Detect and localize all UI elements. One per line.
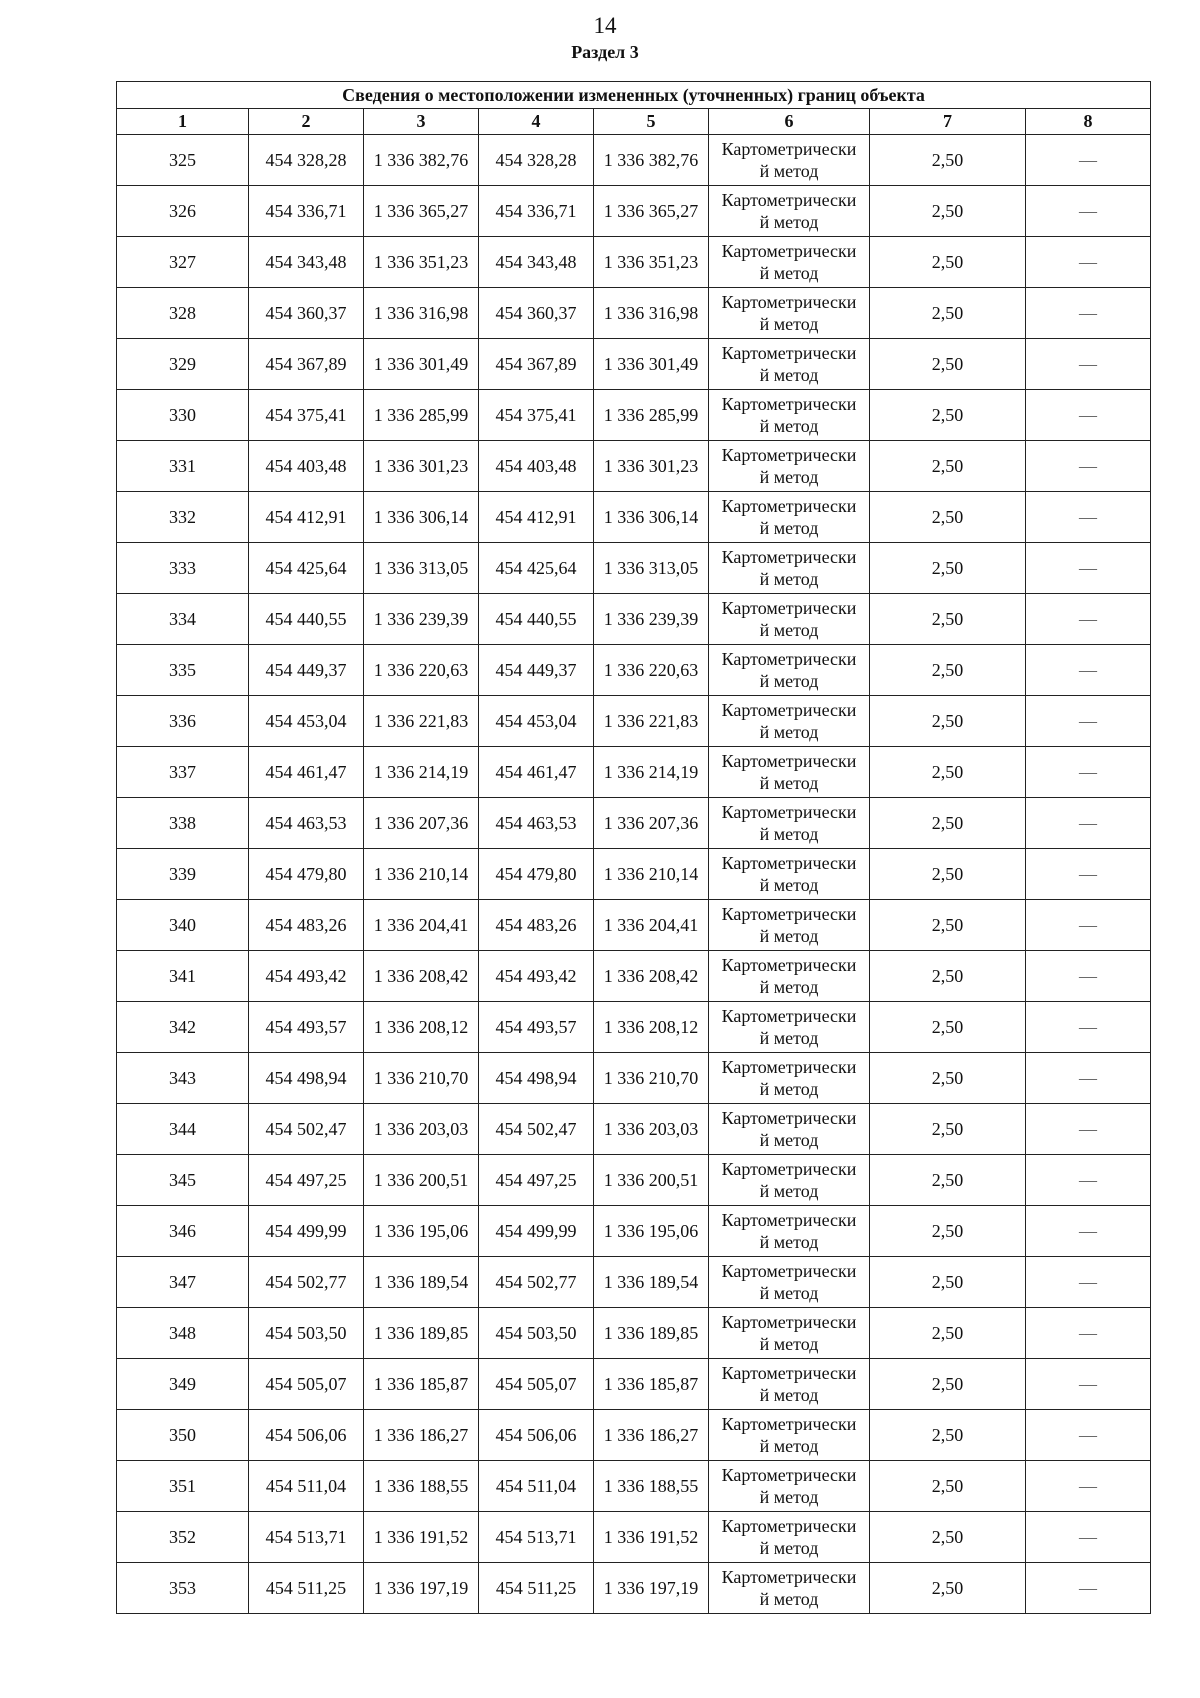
description-cell: — (1026, 696, 1151, 747)
y-new-cell: 1 336 285,99 (594, 390, 709, 441)
point-number-cell: 353 (117, 1563, 249, 1614)
column-number: 7 (870, 109, 1026, 135)
point-number-cell: 345 (117, 1155, 249, 1206)
y-new-cell: 1 336 214,19 (594, 747, 709, 798)
description-cell: — (1026, 288, 1151, 339)
x-new-cell: 454 367,89 (479, 339, 594, 390)
x-existing-cell: 454 375,41 (249, 390, 364, 441)
y-existing-cell: 1 336 316,98 (364, 288, 479, 339)
column-number: 3 (364, 109, 479, 135)
y-existing-cell: 1 336 221,83 (364, 696, 479, 747)
point-number-cell: 347 (117, 1257, 249, 1308)
point-number-cell: 335 (117, 645, 249, 696)
x-new-cell: 454 513,71 (479, 1512, 594, 1563)
y-new-cell: 1 336 239,39 (594, 594, 709, 645)
description-cell: — (1026, 1257, 1151, 1308)
description-cell: — (1026, 543, 1151, 594)
table-row (117, 1104, 1151, 1155)
table-row (117, 288, 1151, 339)
method-cell: Картометрически й метод (709, 1257, 870, 1308)
x-new-cell: 454 479,80 (479, 849, 594, 900)
point-number-cell: 338 (117, 798, 249, 849)
y-new-cell: 1 336 203,03 (594, 1104, 709, 1155)
accuracy-cell: 2,50 (870, 1104, 1026, 1155)
point-number-cell: 329 (117, 339, 249, 390)
accuracy-cell: 2,50 (870, 696, 1026, 747)
y-new-cell: 1 336 382,76 (594, 135, 709, 186)
accuracy-cell: 2,50 (870, 441, 1026, 492)
x-new-cell: 454 502,77 (479, 1257, 594, 1308)
y-new-cell: 1 336 210,14 (594, 849, 709, 900)
method-cell: Картометрически й метод (709, 1461, 870, 1512)
description-cell: — (1026, 390, 1151, 441)
column-number: 5 (594, 109, 709, 135)
x-existing-cell: 454 453,04 (249, 696, 364, 747)
table-row (117, 1410, 1151, 1461)
point-number-cell: 349 (117, 1359, 249, 1410)
accuracy-cell: 2,50 (870, 747, 1026, 798)
method-cell: Картометрически й метод (709, 1410, 870, 1461)
y-new-cell: 1 336 221,83 (594, 696, 709, 747)
description-cell: — (1026, 1512, 1151, 1563)
x-existing-cell: 454 498,94 (249, 1053, 364, 1104)
column-number: 4 (479, 109, 594, 135)
y-existing-cell: 1 336 189,85 (364, 1308, 479, 1359)
x-existing-cell: 454 425,64 (249, 543, 364, 594)
method-cell: Картометрически й метод (709, 1155, 870, 1206)
table-row (117, 1512, 1151, 1563)
y-existing-cell: 1 336 195,06 (364, 1206, 479, 1257)
x-existing-cell: 454 505,07 (249, 1359, 364, 1410)
y-new-cell: 1 336 210,70 (594, 1053, 709, 1104)
x-existing-cell: 454 403,48 (249, 441, 364, 492)
accuracy-cell: 2,50 (870, 798, 1026, 849)
method-cell: Картометрически й метод (709, 849, 870, 900)
x-existing-cell: 454 499,99 (249, 1206, 364, 1257)
x-new-cell: 454 503,50 (479, 1308, 594, 1359)
accuracy-cell: 2,50 (870, 492, 1026, 543)
x-new-cell: 454 493,42 (479, 951, 594, 1002)
y-new-cell: 1 336 208,42 (594, 951, 709, 1002)
y-new-cell: 1 336 200,51 (594, 1155, 709, 1206)
x-new-cell: 454 425,64 (479, 543, 594, 594)
description-cell: — (1026, 441, 1151, 492)
x-existing-cell: 454 511,04 (249, 1461, 364, 1512)
accuracy-cell: 2,50 (870, 1359, 1026, 1410)
y-existing-cell: 1 336 208,42 (364, 951, 479, 1002)
point-number-cell: 330 (117, 390, 249, 441)
x-existing-cell: 454 360,37 (249, 288, 364, 339)
y-existing-cell: 1 336 185,87 (364, 1359, 479, 1410)
method-cell: Картометрически й метод (709, 747, 870, 798)
table-row (117, 696, 1151, 747)
x-existing-cell: 454 502,47 (249, 1104, 364, 1155)
page-number: 14 (593, 13, 617, 38)
method-cell: Картометрически й метод (709, 951, 870, 1002)
table-row (117, 339, 1151, 390)
table-row (117, 594, 1151, 645)
accuracy-cell: 2,50 (870, 594, 1026, 645)
x-new-cell: 454 511,25 (479, 1563, 594, 1614)
y-existing-cell: 1 336 301,49 (364, 339, 479, 390)
description-cell: — (1026, 135, 1151, 186)
method-cell: Картометрически й метод (709, 186, 870, 237)
y-new-cell: 1 336 351,23 (594, 237, 709, 288)
description-cell: — (1026, 594, 1151, 645)
x-existing-cell: 454 506,06 (249, 1410, 364, 1461)
table-row (117, 849, 1151, 900)
accuracy-cell: 2,50 (870, 849, 1026, 900)
accuracy-cell: 2,50 (870, 1206, 1026, 1257)
x-new-cell: 454 328,28 (479, 135, 594, 186)
x-existing-cell: 454 502,77 (249, 1257, 364, 1308)
table-row (117, 441, 1151, 492)
x-existing-cell: 454 513,71 (249, 1512, 364, 1563)
table-row (117, 951, 1151, 1002)
point-number-cell: 351 (117, 1461, 249, 1512)
y-new-cell: 1 336 220,63 (594, 645, 709, 696)
accuracy-cell: 2,50 (870, 1512, 1026, 1563)
description-cell: — (1026, 747, 1151, 798)
y-new-cell: 1 336 189,54 (594, 1257, 709, 1308)
x-new-cell: 454 461,47 (479, 747, 594, 798)
point-number-cell: 325 (117, 135, 249, 186)
point-number-cell: 343 (117, 1053, 249, 1104)
description-cell: — (1026, 492, 1151, 543)
table-row (117, 1308, 1151, 1359)
description-cell: — (1026, 1563, 1151, 1614)
column-number: 8 (1026, 109, 1151, 135)
method-cell: Картометрически й метод (709, 900, 870, 951)
x-existing-cell: 454 461,47 (249, 747, 364, 798)
description-cell: — (1026, 900, 1151, 951)
y-new-cell: 1 336 301,23 (594, 441, 709, 492)
x-new-cell: 454 483,26 (479, 900, 594, 951)
point-number-cell: 352 (117, 1512, 249, 1563)
table-row (117, 1359, 1151, 1410)
y-existing-cell: 1 336 197,19 (364, 1563, 479, 1614)
point-number-cell: 326 (117, 186, 249, 237)
y-existing-cell: 1 336 239,39 (364, 594, 479, 645)
x-new-cell: 454 506,06 (479, 1410, 594, 1461)
x-new-cell: 454 505,07 (479, 1359, 594, 1410)
accuracy-cell: 2,50 (870, 135, 1026, 186)
method-cell: Картометрически й метод (709, 645, 870, 696)
y-existing-cell: 1 336 351,23 (364, 237, 479, 288)
point-number-cell: 346 (117, 1206, 249, 1257)
description-cell: — (1026, 849, 1151, 900)
y-new-cell: 1 336 316,98 (594, 288, 709, 339)
accuracy-cell: 2,50 (870, 1257, 1026, 1308)
accuracy-cell: 2,50 (870, 1410, 1026, 1461)
x-new-cell: 454 440,55 (479, 594, 594, 645)
x-new-cell: 454 498,94 (479, 1053, 594, 1104)
point-number-cell: 337 (117, 747, 249, 798)
table-caption: Сведения о местоположении измененных (уточненных) границ объекта (117, 82, 1151, 109)
table-row (117, 747, 1151, 798)
point-number-cell: 333 (117, 543, 249, 594)
method-cell: Картометрически й метод (709, 339, 870, 390)
point-number-cell: 339 (117, 849, 249, 900)
y-new-cell: 1 336 195,06 (594, 1206, 709, 1257)
table-row (117, 798, 1151, 849)
y-existing-cell: 1 336 365,27 (364, 186, 479, 237)
y-new-cell: 1 336 365,27 (594, 186, 709, 237)
x-existing-cell: 454 511,25 (249, 1563, 364, 1614)
method-cell: Картометрически й метод (709, 1512, 870, 1563)
method-cell: Картометрически й метод (709, 543, 870, 594)
description-cell: — (1026, 1104, 1151, 1155)
y-existing-cell: 1 336 200,51 (364, 1155, 479, 1206)
column-number: 1 (117, 109, 249, 135)
accuracy-cell: 2,50 (870, 288, 1026, 339)
method-cell: Картометрически й метод (709, 1359, 870, 1410)
method-cell: Картометрически й метод (709, 1563, 870, 1614)
accuracy-cell: 2,50 (870, 543, 1026, 594)
table-row (117, 1002, 1151, 1053)
x-new-cell: 454 499,99 (479, 1206, 594, 1257)
point-number-cell: 350 (117, 1410, 249, 1461)
table-row (117, 1053, 1151, 1104)
table-body (117, 135, 1151, 1614)
method-cell: Картометрически й метод (709, 1104, 870, 1155)
y-existing-cell: 1 336 188,55 (364, 1461, 479, 1512)
method-cell: Картометрически й метод (709, 1308, 870, 1359)
description-cell: — (1026, 186, 1151, 237)
description-cell: — (1026, 1359, 1151, 1410)
accuracy-cell: 2,50 (870, 1155, 1026, 1206)
description-cell: — (1026, 951, 1151, 1002)
column-number: 6 (709, 109, 870, 135)
accuracy-cell: 2,50 (870, 1563, 1026, 1614)
description-cell: — (1026, 237, 1151, 288)
method-cell: Картометрически й метод (709, 492, 870, 543)
x-existing-cell: 454 328,28 (249, 135, 364, 186)
method-cell: Картометрически й метод (709, 1053, 870, 1104)
x-new-cell: 454 403,48 (479, 441, 594, 492)
method-cell: Картометрически й метод (709, 288, 870, 339)
point-number-cell: 340 (117, 900, 249, 951)
description-cell: — (1026, 1410, 1151, 1461)
description-cell: — (1026, 1308, 1151, 1359)
point-number-cell: 334 (117, 594, 249, 645)
y-new-cell: 1 336 189,85 (594, 1308, 709, 1359)
accuracy-cell: 2,50 (870, 900, 1026, 951)
y-new-cell: 1 336 185,87 (594, 1359, 709, 1410)
description-cell: — (1026, 1206, 1151, 1257)
method-cell: Картометрически й метод (709, 696, 870, 747)
x-new-cell: 454 375,41 (479, 390, 594, 441)
method-cell: Картометрически й метод (709, 1002, 870, 1053)
y-new-cell: 1 336 208,12 (594, 1002, 709, 1053)
x-existing-cell: 454 463,53 (249, 798, 364, 849)
x-new-cell: 454 502,47 (479, 1104, 594, 1155)
x-existing-cell: 454 367,89 (249, 339, 364, 390)
y-existing-cell: 1 336 189,54 (364, 1257, 479, 1308)
table-row (117, 186, 1151, 237)
table-row (117, 237, 1151, 288)
y-existing-cell: 1 336 301,23 (364, 441, 479, 492)
method-cell: Картометрически й метод (709, 1206, 870, 1257)
y-existing-cell: 1 336 220,63 (364, 645, 479, 696)
point-number-cell: 328 (117, 288, 249, 339)
point-number-cell: 348 (117, 1308, 249, 1359)
x-new-cell: 454 412,91 (479, 492, 594, 543)
x-existing-cell: 454 449,37 (249, 645, 364, 696)
accuracy-cell: 2,50 (870, 339, 1026, 390)
table-row (117, 1206, 1151, 1257)
x-existing-cell: 454 483,26 (249, 900, 364, 951)
y-new-cell: 1 336 301,49 (594, 339, 709, 390)
x-existing-cell: 454 336,71 (249, 186, 364, 237)
y-existing-cell: 1 336 306,14 (364, 492, 479, 543)
y-new-cell: 1 336 204,41 (594, 900, 709, 951)
accuracy-cell: 2,50 (870, 1053, 1026, 1104)
y-existing-cell: 1 336 191,52 (364, 1512, 479, 1563)
description-cell: — (1026, 798, 1151, 849)
x-existing-cell: 454 412,91 (249, 492, 364, 543)
point-number-cell: 331 (117, 441, 249, 492)
x-existing-cell: 454 493,57 (249, 1002, 364, 1053)
x-new-cell: 454 511,04 (479, 1461, 594, 1512)
accuracy-cell: 2,50 (870, 186, 1026, 237)
table-row (117, 1461, 1151, 1512)
y-new-cell: 1 336 197,19 (594, 1563, 709, 1614)
table-row (117, 1563, 1151, 1614)
accuracy-cell: 2,50 (870, 1002, 1026, 1053)
y-existing-cell: 1 336 313,05 (364, 543, 479, 594)
table-row (117, 390, 1151, 441)
y-existing-cell: 1 336 210,14 (364, 849, 479, 900)
table-row (117, 900, 1151, 951)
table-row (117, 543, 1151, 594)
table-row (117, 645, 1151, 696)
x-new-cell: 454 497,25 (479, 1155, 594, 1206)
method-cell: Картометрически й метод (709, 594, 870, 645)
y-existing-cell: 1 336 285,99 (364, 390, 479, 441)
y-existing-cell: 1 336 210,70 (364, 1053, 479, 1104)
accuracy-cell: 2,50 (870, 390, 1026, 441)
column-number: 2 (249, 109, 364, 135)
accuracy-cell: 2,50 (870, 1308, 1026, 1359)
table-row (117, 492, 1151, 543)
x-new-cell: 454 493,57 (479, 1002, 594, 1053)
table-row (117, 1257, 1151, 1308)
x-existing-cell: 454 503,50 (249, 1308, 364, 1359)
y-existing-cell: 1 336 208,12 (364, 1002, 479, 1053)
description-cell: — (1026, 1461, 1151, 1512)
section-title: Раздел 3 (571, 42, 639, 62)
point-number-cell: 344 (117, 1104, 249, 1155)
x-new-cell: 454 336,71 (479, 186, 594, 237)
x-new-cell: 454 453,04 (479, 696, 594, 747)
x-existing-cell: 454 493,42 (249, 951, 364, 1002)
y-existing-cell: 1 336 214,19 (364, 747, 479, 798)
description-cell: — (1026, 1002, 1151, 1053)
y-existing-cell: 1 336 382,76 (364, 135, 479, 186)
description-cell: — (1026, 645, 1151, 696)
table-row (117, 135, 1151, 186)
y-existing-cell: 1 336 203,03 (364, 1104, 479, 1155)
accuracy-cell: 2,50 (870, 1461, 1026, 1512)
accuracy-cell: 2,50 (870, 951, 1026, 1002)
method-cell: Картометрически й метод (709, 798, 870, 849)
method-cell: Картометрически й метод (709, 390, 870, 441)
y-new-cell: 1 336 207,36 (594, 798, 709, 849)
x-existing-cell: 454 497,25 (249, 1155, 364, 1206)
x-existing-cell: 454 479,80 (249, 849, 364, 900)
y-new-cell: 1 336 188,55 (594, 1461, 709, 1512)
y-new-cell: 1 336 186,27 (594, 1410, 709, 1461)
method-cell: Картометрически й метод (709, 441, 870, 492)
accuracy-cell: 2,50 (870, 237, 1026, 288)
y-new-cell: 1 336 313,05 (594, 543, 709, 594)
boundary-coordinates-table (116, 81, 1151, 1614)
description-cell: — (1026, 339, 1151, 390)
point-number-cell: 332 (117, 492, 249, 543)
y-existing-cell: 1 336 204,41 (364, 900, 479, 951)
x-new-cell: 454 360,37 (479, 288, 594, 339)
point-number-cell: 336 (117, 696, 249, 747)
x-new-cell: 454 343,48 (479, 237, 594, 288)
point-number-cell: 341 (117, 951, 249, 1002)
description-cell: — (1026, 1155, 1151, 1206)
description-cell: — (1026, 1053, 1151, 1104)
accuracy-cell: 2,50 (870, 645, 1026, 696)
x-new-cell: 454 449,37 (479, 645, 594, 696)
point-number-cell: 342 (117, 1002, 249, 1053)
y-new-cell: 1 336 191,52 (594, 1512, 709, 1563)
x-existing-cell: 454 343,48 (249, 237, 364, 288)
x-existing-cell: 454 440,55 (249, 594, 364, 645)
y-existing-cell: 1 336 207,36 (364, 798, 479, 849)
x-new-cell: 454 463,53 (479, 798, 594, 849)
y-new-cell: 1 336 306,14 (594, 492, 709, 543)
point-number-cell: 327 (117, 237, 249, 288)
table-row (117, 1155, 1151, 1206)
method-cell: Картометрически й метод (709, 135, 870, 186)
y-existing-cell: 1 336 186,27 (364, 1410, 479, 1461)
column-number-row (117, 109, 1151, 135)
method-cell: Картометрически й метод (709, 237, 870, 288)
